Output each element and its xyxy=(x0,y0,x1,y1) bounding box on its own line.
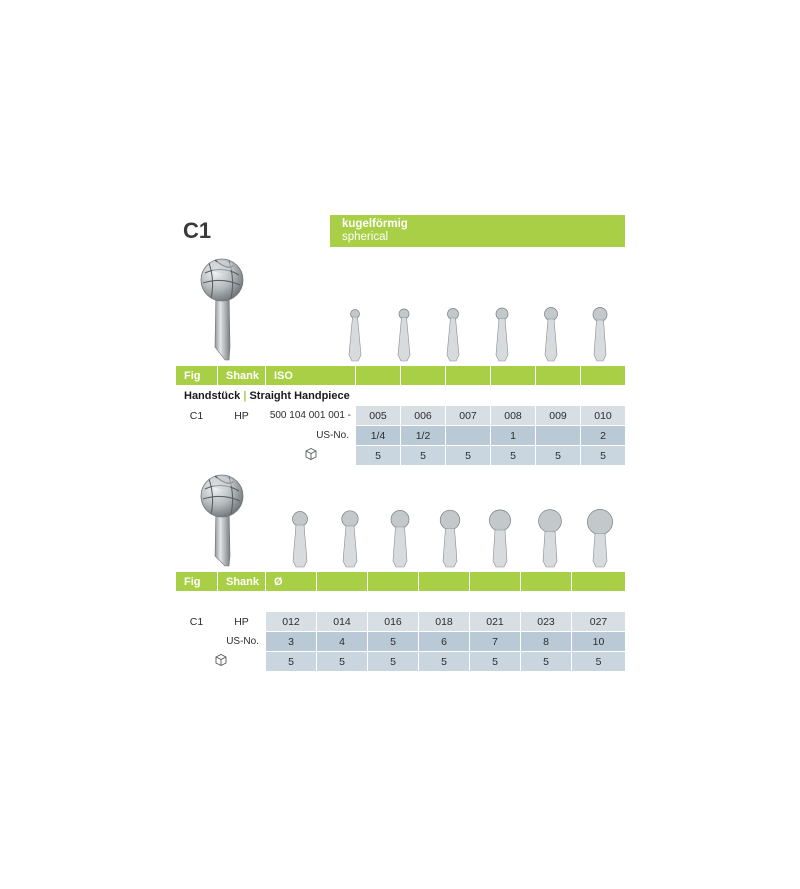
table1-subheader-row xyxy=(176,386,626,406)
cell2-pack-3: 5 xyxy=(368,652,419,672)
cell-size-007: 007 xyxy=(446,406,491,426)
large-bur-illustration xyxy=(185,247,265,365)
illustration-row-1 xyxy=(175,247,625,365)
bur-023 xyxy=(526,509,574,571)
shape-name-de: kugelförmig xyxy=(342,218,408,230)
bur-018 xyxy=(426,509,474,571)
bur-006 xyxy=(380,305,428,365)
col-fig: Fig xyxy=(176,366,218,386)
diameter-table-2 xyxy=(175,571,626,672)
table-row-iso-sizes xyxy=(176,406,626,426)
cell2-us-6: 8 xyxy=(521,632,572,652)
small-bur-row-1 xyxy=(330,247,625,365)
table2-row-pack-counts xyxy=(176,652,626,672)
bur-008 xyxy=(478,305,526,365)
cell2-pack-4: 5 xyxy=(419,652,470,672)
col2-diameter: Ø xyxy=(266,572,317,592)
cell-pack-6: 5 xyxy=(581,446,626,466)
us-no-label: US-No. xyxy=(266,426,356,446)
cell-us-1: 1/4 xyxy=(356,426,401,446)
box-icon xyxy=(213,653,229,667)
cell-fig: C1 xyxy=(176,406,218,426)
cell-size-009: 009 xyxy=(536,406,581,426)
cell-us-4: 1 xyxy=(491,426,536,446)
cell-iso-base: 500 104 001 001 - xyxy=(266,406,356,426)
title-band xyxy=(175,215,625,247)
product-sheet xyxy=(175,215,625,672)
bur-009 xyxy=(527,305,575,365)
col2-shank: Shank xyxy=(218,572,266,592)
cell2-us-2: 4 xyxy=(317,632,368,652)
us-no-label-2: US-No. xyxy=(176,632,266,652)
bur-016 xyxy=(376,509,424,571)
cell2-pack-7: 5 xyxy=(572,652,626,672)
table2-row-us-numbers xyxy=(176,632,626,652)
handpiece-label xyxy=(176,386,626,406)
handpiece-label-en: Straight Handpiece xyxy=(249,389,350,402)
cell-shank: HP xyxy=(218,406,266,426)
cell2-pack-6: 5 xyxy=(521,652,572,672)
illustration-row-2 xyxy=(175,466,625,571)
cell-size-018: 018 xyxy=(419,612,470,632)
pack-icon-cell-2 xyxy=(176,652,266,672)
cell-pack-4: 5 xyxy=(491,446,536,466)
cell-size-014: 014 xyxy=(317,612,368,632)
table1-header-row xyxy=(176,366,626,386)
cell-size-021: 021 xyxy=(470,612,521,632)
cell-size-027: 027 xyxy=(572,612,626,632)
col-iso: ISO xyxy=(266,366,356,386)
table-row-us-numbers xyxy=(176,426,626,446)
table-row-pack-counts xyxy=(176,446,626,466)
table2-header-row xyxy=(176,572,626,592)
cell-us-6: 2 xyxy=(581,426,626,446)
handpiece-label-sep: | xyxy=(243,389,247,402)
cell2-shank: HP xyxy=(218,612,266,632)
box-icon xyxy=(303,447,319,461)
cell2-us-4: 6 xyxy=(419,632,470,652)
shape-name-block xyxy=(330,215,625,247)
cell-pack-2: 5 xyxy=(401,446,446,466)
cell2-us-1: 3 xyxy=(266,632,317,652)
cell2-pack-2: 5 xyxy=(317,652,368,672)
cell-size-016: 016 xyxy=(368,612,419,632)
bur-005 xyxy=(331,305,379,365)
cell-size-005: 005 xyxy=(356,406,401,426)
bur-027 xyxy=(576,509,624,571)
cell-pack-3: 5 xyxy=(446,446,491,466)
cell2-fig: C1 xyxy=(176,612,218,632)
cell-us-3 xyxy=(446,426,491,446)
page-title: C1 xyxy=(175,215,330,247)
bur-007 xyxy=(429,305,477,365)
col-shank: Shank xyxy=(218,366,266,386)
cell2-pack-1: 5 xyxy=(266,652,317,672)
cell-pack-5: 5 xyxy=(536,446,581,466)
handpiece-label-de: Handstück xyxy=(184,389,241,402)
cell2-us-7: 10 xyxy=(572,632,626,652)
cell-size-012: 012 xyxy=(266,612,317,632)
cell-us-2: 1/2 xyxy=(401,426,446,446)
col2-fig: Fig xyxy=(176,572,218,592)
table2-row-sizes xyxy=(176,612,626,632)
bur-010 xyxy=(576,305,624,365)
cell-size-008: 008 xyxy=(491,406,536,426)
cell2-pack-5: 5 xyxy=(470,652,521,672)
pack-icon-cell xyxy=(266,446,356,466)
bur-021 xyxy=(476,509,524,571)
bur-014 xyxy=(326,509,374,571)
shape-name-en: spherical xyxy=(342,231,389,243)
cell2-us-5: 7 xyxy=(470,632,521,652)
bur-012 xyxy=(276,509,324,571)
cell-size-023: 023 xyxy=(521,612,572,632)
cell-us-5 xyxy=(536,426,581,446)
table2-spacer-row xyxy=(176,592,626,612)
cell2-us-3: 5 xyxy=(368,632,419,652)
cell-pack-1: 5 xyxy=(356,446,401,466)
small-bur-row-2 xyxy=(275,466,625,571)
large-bur-illustration-2 xyxy=(185,466,265,571)
cell-size-010: 010 xyxy=(581,406,626,426)
cell-size-006: 006 xyxy=(401,406,446,426)
iso-table-1 xyxy=(175,365,626,466)
